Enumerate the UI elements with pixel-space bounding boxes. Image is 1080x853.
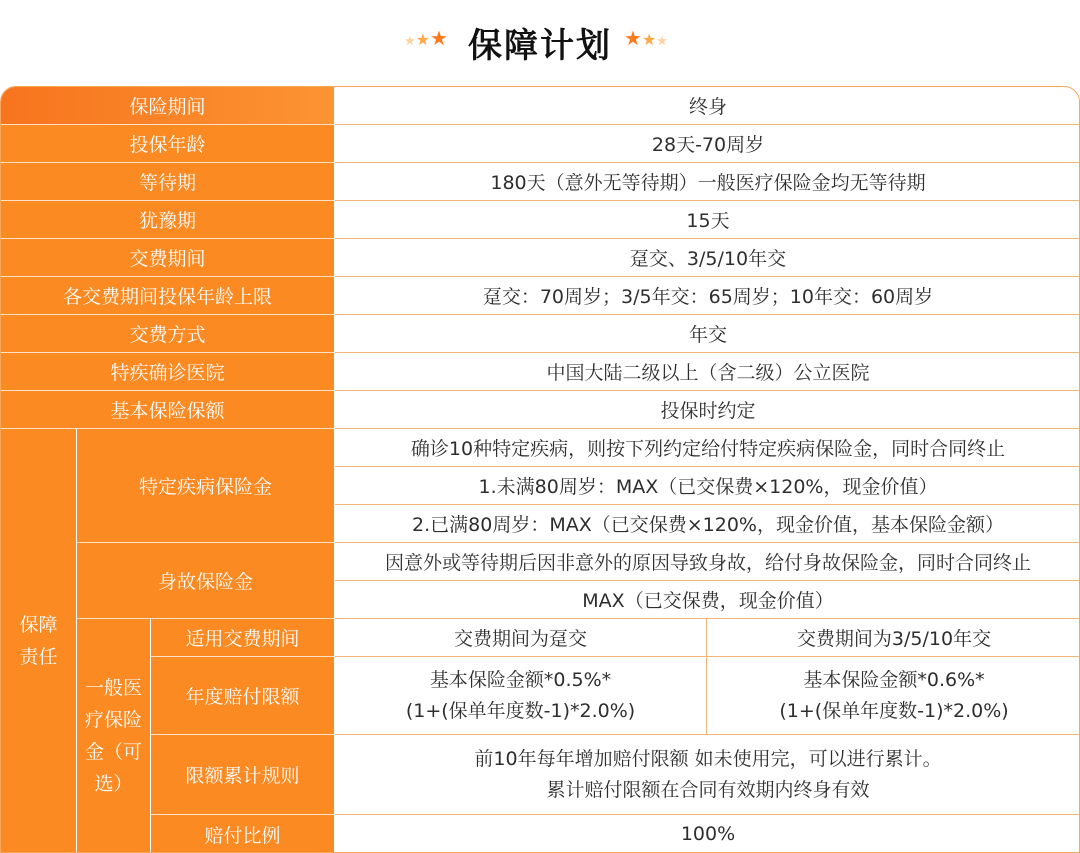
accumulation-rule-line-1: 前10年每年增加赔付限额 如未使用完，可以进行累计。 (474, 747, 942, 770)
medical-term-single: 交费期间为趸交 (335, 619, 707, 657)
annual-limit-label: 年度赔付限额 (151, 657, 335, 735)
row-value-age-limit: 趸交：70周岁；3/5年交：65周岁；10年交：60周岁 (335, 277, 1080, 315)
special-disease-line-1: 确诊10种特定疾病，则按下列约定给付特定疾病保险金，同时合同终止 (335, 429, 1080, 467)
accumulation-rule-label: 限额累计规则 (151, 735, 335, 815)
header (0, 0, 1080, 84)
row-value-payment-method: 年交 (335, 315, 1080, 353)
decorative-stars-right (624, 28, 668, 52)
row-label-age: 投保年龄 (1, 125, 335, 163)
row-label-period: 保险期间 (1, 87, 335, 125)
special-disease-label: 特定疾病保险金 (77, 429, 335, 543)
star-icon: ★ (641, 30, 657, 49)
annual-limit-single-line-2: (1+(保单年度数-1)*2.0%) (405, 699, 636, 722)
medical-label: 一般医疗保险金（可选） (77, 619, 151, 853)
row-value-period: 终身 (335, 87, 1080, 125)
annual-limit-regular (707, 657, 1080, 735)
coverage-label: 保障责任 (1, 429, 77, 853)
payout-ratio-label: 赔付比例 (151, 815, 335, 853)
star-icon: ★ (430, 26, 448, 50)
special-disease-line-3: 2.已满80周岁：MAX（已交保费×120%，现金价值，基本保险金额） (335, 505, 1080, 543)
row-label-age-limit: 各交费期间投保年龄上限 (1, 277, 335, 315)
plan-table (0, 86, 1080, 853)
row-value-hesitation: 15天 (335, 201, 1080, 239)
row-label-hospital: 特疾确诊医院 (1, 353, 335, 391)
annual-limit-single-line-1: 基本保险金额*0.5%* (429, 668, 612, 691)
row-value-age: 28天-70周岁 (335, 125, 1080, 163)
annual-limit-regular-line-2: (1+(保单年度数-1)*2.0%) (779, 699, 1009, 722)
row-label-sum-insured: 基本保险保额 (1, 391, 335, 429)
row-label-waiting: 等待期 (1, 163, 335, 201)
star-icon: ★ (415, 30, 430, 49)
row-value-sum-insured: 投保时约定 (335, 391, 1080, 429)
star-icon: ★ (656, 34, 668, 49)
accumulation-rule-value (335, 735, 1080, 815)
row-label-hesitation: 犹豫期 (1, 201, 335, 239)
annual-limit-single (335, 657, 707, 735)
row-label-payment-term: 交费期间 (1, 239, 335, 277)
death-benefit-line-2: MAX（已交保费，现金价值） (335, 581, 1080, 619)
star-icon: ★ (404, 34, 416, 49)
medical-term-regular: 交费期间为3/5/10年交 (707, 619, 1080, 657)
row-value-payment-term: 趸交、3/5/10年交 (335, 239, 1080, 277)
row-value-hospital: 中国大陆二级以上（含二级）公立医院 (335, 353, 1080, 391)
star-icon: ★ (624, 26, 642, 50)
payout-ratio-value: 100% (335, 815, 1080, 853)
row-value-waiting: 180天（意外无等待期）一般医疗保险金均无等待期 (335, 163, 1080, 201)
death-benefit-label: 身故保险金 (77, 543, 335, 619)
death-benefit-line-1: 因意外或等待期后因非意外的原因导致身故，给付身故保险金，同时合同终止 (335, 543, 1080, 581)
special-disease-line-2: 1.未满80周岁：MAX（已交保费×120%，现金价值） (335, 467, 1080, 505)
accumulation-rule-line-2: 累计赔付限额在合同有效期内终身有效 (546, 778, 870, 801)
medical-term-label: 适用交费期间 (151, 619, 335, 657)
page-title: 保障计划 (468, 26, 612, 66)
row-label-payment-method: 交费方式 (1, 315, 335, 353)
annual-limit-regular-line-1: 基本保险金额*0.6%* (803, 668, 985, 691)
